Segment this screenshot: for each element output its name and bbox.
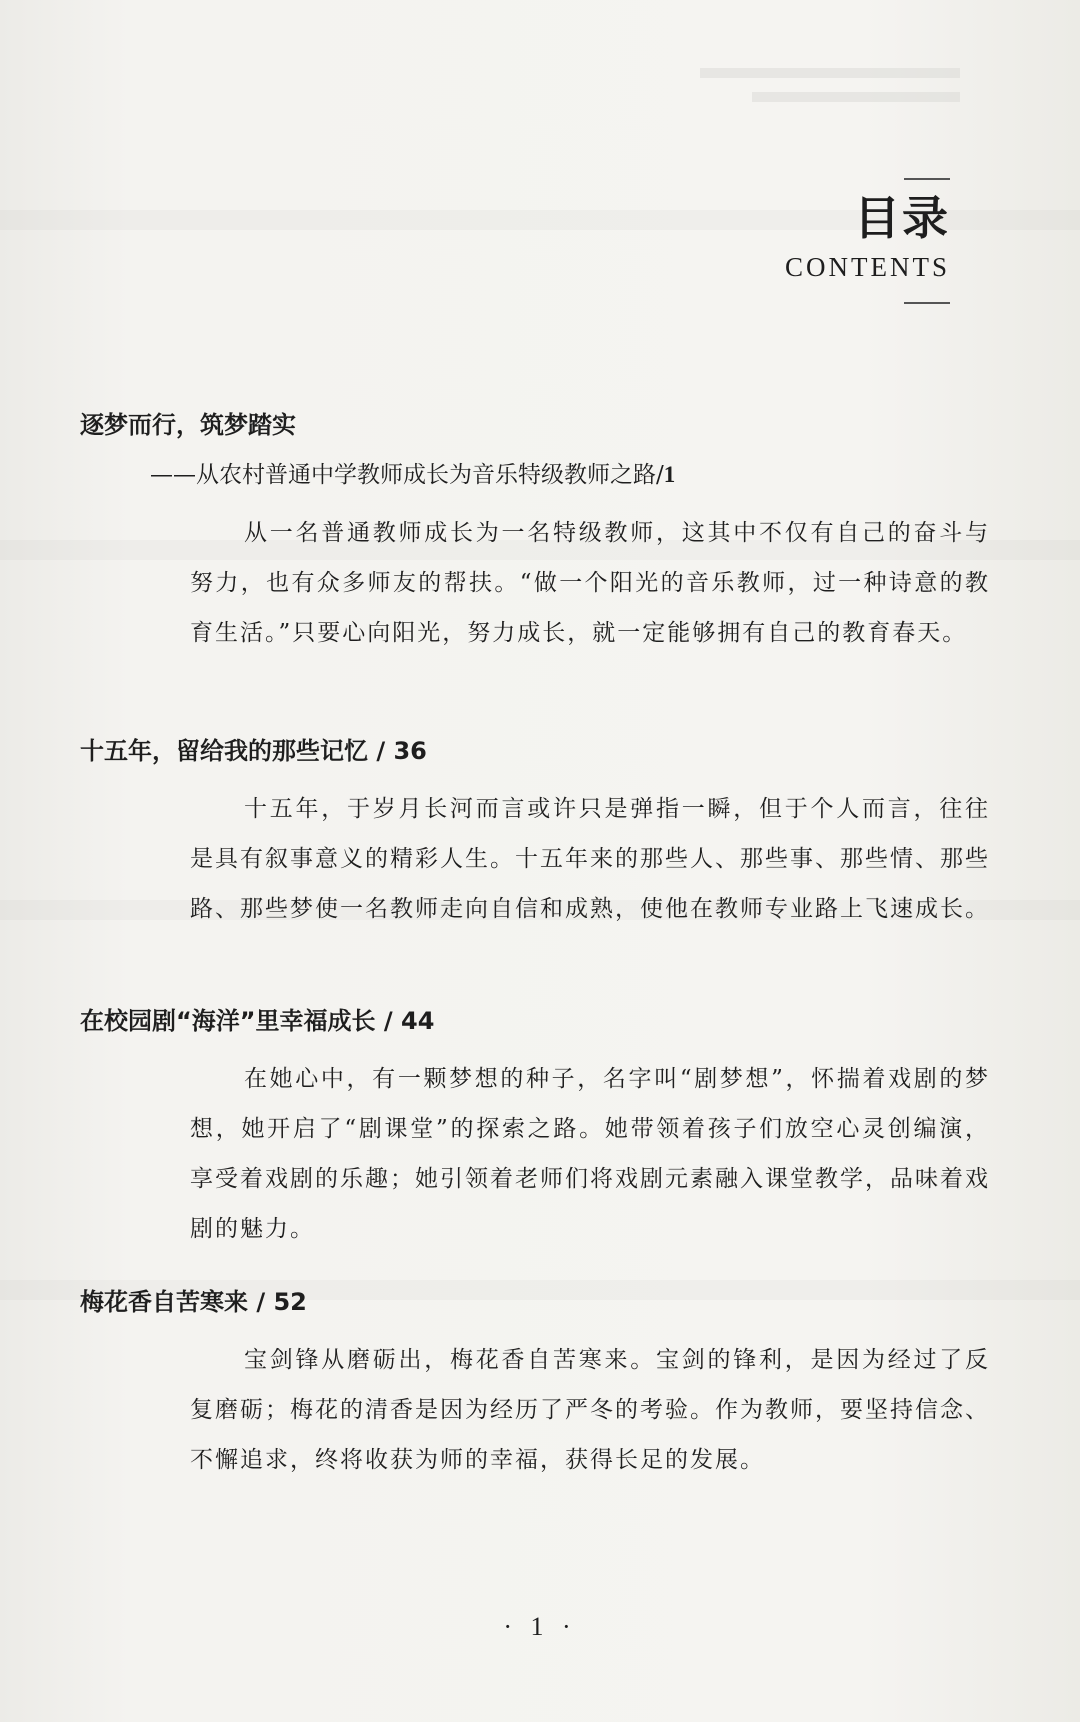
toc-entry [80, 1004, 1000, 1254]
contents-heading [710, 178, 950, 304]
entry-page-number[interactable]: 1 [663, 462, 676, 487]
toc-entry [80, 734, 1000, 934]
entry-subtitle [80, 458, 1000, 492]
entry-title[interactable]: 梅花香自苦寒来 / 52 [80, 1288, 307, 1316]
entry-summary: 从一名普通教师成长为一名特级教师，这其中不仅有自己的奋斗与努力，也有众多师友的帮扶。“做一个阳光的音乐教师，过一种诗意的教育生活。”只要心向阳光，努力成长，就一定能够拥有自己的教育春天。 [190, 520, 990, 646]
entry-title[interactable]: 十五年，留给我的那些记忆 / 36 [80, 737, 427, 765]
entry-subtitle-text: ——从农村普通中学教师成长为音乐特级教师之路/ [150, 462, 664, 488]
toc-entry [80, 408, 1000, 658]
entry-summary: 十五年，于岁月长河而言或许只是弹指一瞬，但于个人而言，往往是具有叙事意义的精彩人生。十五年来的那些人、那些事、那些情、那些路、那些梦使一名教师走向自信和成熟，使他在教师专业路上飞速成长。 [190, 796, 990, 922]
toc-entry [80, 1285, 1000, 1485]
heading-rule-top [904, 178, 950, 180]
running-header-ghost [700, 68, 960, 128]
entry-summary: 宝剑锋从磨砺出，梅花香自苦寒来。宝剑的锋利，是因为经过了反复磨砺；梅花的清香是因为经历了严冬的考验。作为教师，要坚持信念、不懈追求，终将收获为师的幸福，获得长足的发展。 [190, 1347, 990, 1473]
heading-title-cn: 目录 [854, 191, 950, 245]
entry-title[interactable]: 在校园剧“海洋”里幸福成长 / 44 [80, 1007, 435, 1035]
heading-rule-bottom [904, 302, 950, 304]
entry-summary: 在她心中，有一颗梦想的种子，名字叫“剧梦想”，怀揣着戏剧的梦想，她开启了“剧课堂”的探索之路。她带领着孩子们放空心灵创编演，享受着戏剧的乐趣；她引领着老师们将戏剧元素融入课堂教学，品味着戏剧的魅力。 [190, 1066, 990, 1242]
heading-title-en: CONTENTS [785, 252, 950, 282]
entry-title[interactable]: 逐梦而行，筑梦踏实 [80, 411, 296, 439]
page-number: · 1 · [503, 1612, 577, 1641]
